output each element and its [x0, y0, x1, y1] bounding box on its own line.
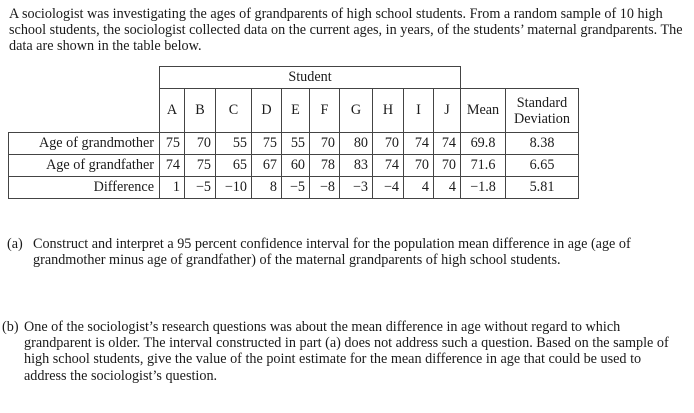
student-header-j: J — [434, 89, 461, 133]
table-cell: 70 — [185, 133, 216, 155]
student-header-d: D — [252, 89, 282, 133]
question-a — [7, 236, 687, 268]
table-cell: 4 — [404, 177, 434, 199]
question-a-text: Construct and interpret a 95 percent confidence interval for the population mean difference in age (age of grandmother minus age of grandfather) of the maternal grandparents of high school students. — [33, 236, 631, 269]
sd-header-line2: Deviation — [514, 110, 570, 127]
table-cell: −3 — [340, 177, 373, 199]
mean-header: Mean — [461, 89, 506, 133]
table-cell: 74 — [373, 155, 404, 177]
table-cell: −4 — [373, 177, 404, 199]
table-cell: 75 — [160, 133, 185, 155]
table-cell: 70 — [404, 155, 434, 177]
sd-cell: 6.65 — [506, 155, 579, 177]
sd-cell: 5.81 — [506, 177, 579, 199]
table-group-header-row — [9, 67, 579, 89]
table-cell: 80 — [340, 133, 373, 155]
mean-cell: −1.8 — [461, 177, 506, 199]
standard-deviation-header — [506, 89, 579, 133]
row-label: Difference — [9, 177, 160, 199]
table-cell: 55 — [282, 133, 310, 155]
question-b-text: One of the sociologist’s research questions was about the mean difference in age without regard to which grandparent is older. The interval constructed in part (a) does not address such a question. Based on the sample of high school students, give the value of the point estimate for the mean difference in age that could be used to address the sociologist’s question. — [24, 319, 669, 384]
student-header-e: E — [282, 89, 310, 133]
table-cell: 67 — [252, 155, 282, 177]
table-cell: 75 — [185, 155, 216, 177]
mean-cell: 69.8 — [461, 133, 506, 155]
student-header-f: F — [310, 89, 340, 133]
table-cell: 74 — [160, 155, 185, 177]
table-cell: 65 — [216, 155, 252, 177]
student-header-c: C — [216, 89, 252, 133]
table-cell: 60 — [282, 155, 310, 177]
table-row — [9, 177, 579, 199]
table-cell: 8 — [252, 177, 282, 199]
table-cell: 1 — [160, 177, 185, 199]
question-a-label: (a) — [7, 236, 23, 252]
table-cell: −10 — [216, 177, 252, 199]
table-cell: 74 — [404, 133, 434, 155]
student-header-g: G — [340, 89, 373, 133]
table-cell: 78 — [310, 155, 340, 177]
table-column-header-row — [9, 89, 579, 133]
table-cell: −5 — [185, 177, 216, 199]
student-header-h: H — [373, 89, 404, 133]
mean-cell: 71.6 — [461, 155, 506, 177]
grandparent-ages-table — [8, 66, 579, 199]
table-cell: 4 — [434, 177, 461, 199]
student-header-i: I — [404, 89, 434, 133]
table-cell: 70 — [434, 155, 461, 177]
table-row — [9, 155, 579, 177]
row-label: Age of grandfather — [9, 155, 160, 177]
table-cell: 74 — [434, 133, 461, 155]
table-row — [9, 133, 579, 155]
sd-header-line1: Standard — [516, 94, 568, 111]
table-cell: 55 — [216, 133, 252, 155]
intro-paragraph: A sociologist was investigating the ages of grandparents of high school students. From a random sample of 10 high school students, the sociologist collected data on the current ages, in years, of the students’ maternal grandparents. The data are shown in the table below. — [9, 6, 683, 55]
question-b — [2, 319, 687, 384]
table-cell: −5 — [282, 177, 310, 199]
student-header-a: A — [160, 89, 185, 133]
table-cell: −8 — [310, 177, 340, 199]
sd-cell: 8.38 — [506, 133, 579, 155]
question-b-label: (b) — [2, 319, 19, 335]
table-cell: 70 — [373, 133, 404, 155]
row-label: Age of grandmother — [9, 133, 160, 155]
table-cell: 75 — [252, 133, 282, 155]
student-header-b: B — [185, 89, 216, 133]
table-cell: 83 — [340, 155, 373, 177]
table-cell: 70 — [310, 133, 340, 155]
student-group-header: Student — [160, 67, 461, 89]
